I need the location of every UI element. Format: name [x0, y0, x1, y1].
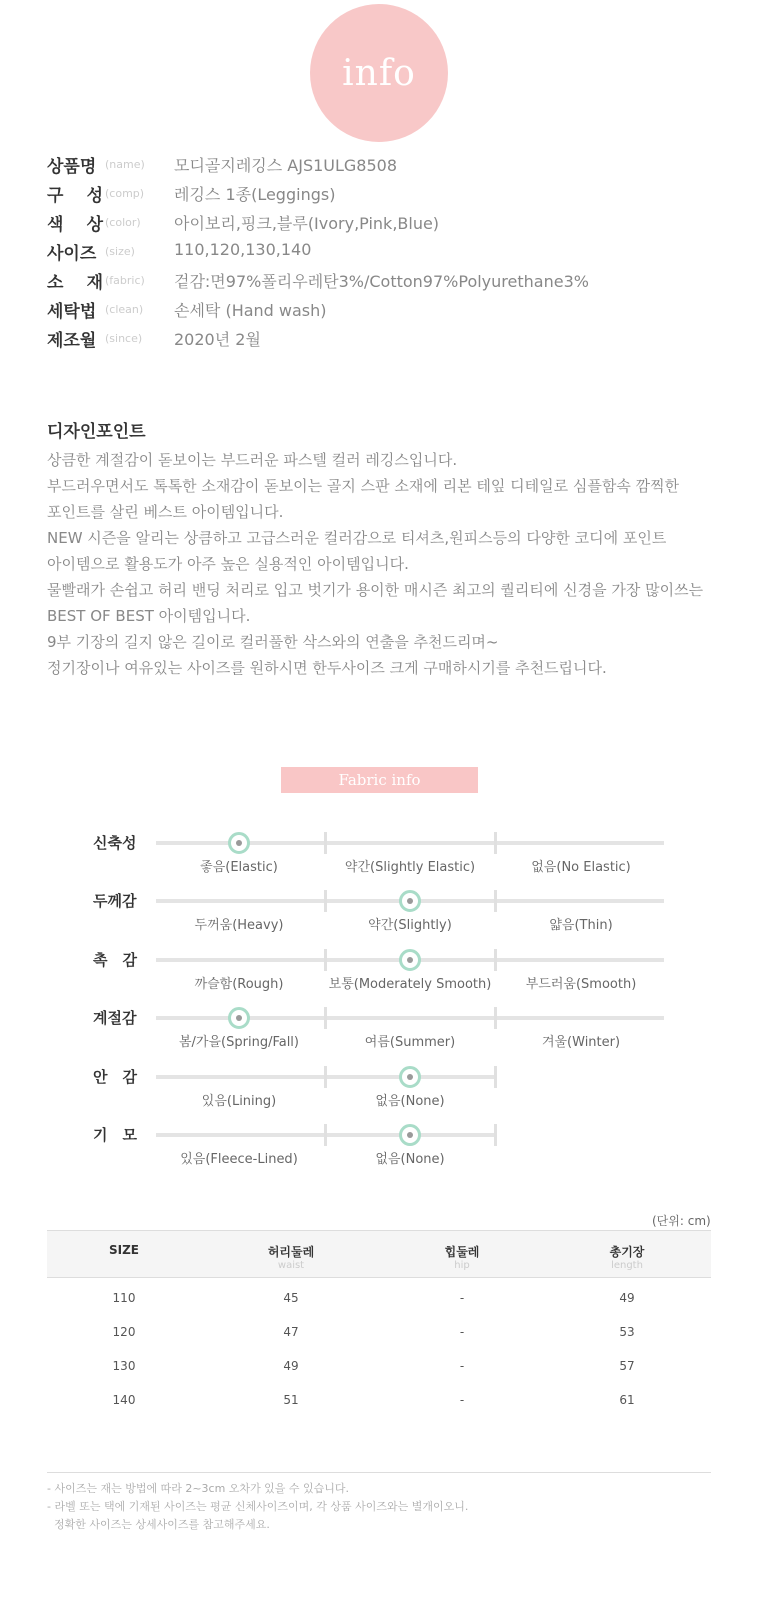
size-notes — [47, 1472, 711, 1534]
size-table-header-cell — [109, 1243, 139, 1257]
fabric-option-label: 여름(Summer) — [364, 1035, 456, 1051]
size-table-cell: 53 — [619, 1325, 635, 1339]
info-label: 세탁법 — [47, 302, 97, 322]
note-line: - 라벨 또는 택에 기재된 사이즈는 평균 신체사이즈이며, 각 상품 사이즈와는 별개이오니. — [47, 1500, 469, 1513]
fabric-option-label: 없음(None) — [375, 1093, 445, 1109]
fabric-row-label: 촉 감 — [93, 950, 137, 969]
info-label: 색 상 — [47, 215, 103, 235]
info-value: 2020년 2월 — [174, 330, 261, 349]
size-table-cell: - — [459, 1291, 465, 1305]
size-table-cell: - — [459, 1359, 465, 1373]
info-value: 모디골지레깅스 AJS1ULG8508 — [174, 156, 398, 175]
size-table-cell: 120 — [112, 1325, 136, 1339]
fabric-row — [0, 949, 780, 1007]
fabric-option-label: 봄/가을(Spring/Fall) — [178, 1035, 300, 1051]
info-value: 손세탁 (Hand wash) — [174, 301, 327, 320]
info-label: 소 재 — [47, 273, 103, 293]
info-badge — [310, 4, 448, 142]
header-title: 허리둘레 — [267, 1245, 315, 1259]
fabric-option-label: 약간(Slightly) — [368, 918, 452, 934]
design-point-line: NEW 시즌을 알리는 상큼하고 고급스러운 컬러감으로 티셔츠,원피스등의 다양한 코디에 포인트 — [47, 529, 667, 547]
fabric-selected-marker — [228, 832, 250, 854]
size-table-cell: - — [459, 1325, 465, 1339]
fabric-scale-tick — [494, 949, 497, 971]
fabric-option-label: 없음(No Elastic) — [531, 860, 631, 875]
fabric-selected-marker — [399, 890, 421, 912]
info-sub-label: (comp) — [105, 187, 145, 200]
design-point-line: 9부 기장의 길지 않은 길이로 컬러풀한 삭스와의 연출을 추천드리며~ — [47, 633, 499, 651]
size-table-cell: 140 — [112, 1393, 136, 1407]
note-line: - 사이즈는 재는 방법에 따라 2~3cm 오차가 있을 수 있습니다. — [47, 1482, 350, 1495]
fabric-row — [0, 1066, 780, 1124]
fabric-option-label: 겨울(Winter) — [541, 1035, 621, 1051]
design-point-line: 아이템으로 활용도가 아주 높은 실용적인 아이템입니다. — [47, 555, 409, 573]
design-point-title: 디자인포인트 — [47, 422, 146, 442]
info-sub-label: (size) — [105, 245, 135, 258]
fabric-row-label: 계절감 — [93, 1009, 137, 1028]
size-table-cell: 45 — [283, 1291, 299, 1305]
info-value: 겉감:면97%폴리우레탄3%/Cotton97%Polyurethane3% — [174, 272, 589, 291]
design-point-line: 포인트를 살린 베스트 아이템입니다. — [47, 503, 284, 521]
info-sub-label: (color) — [105, 216, 141, 229]
fabric-option-label: 두꺼움(Heavy) — [194, 918, 284, 934]
fabric-option-label: 있음(Fleece-Lined) — [180, 1152, 298, 1167]
note-line: 정확한 사이즈는 상세사이즈를 참고해주세요. — [47, 1518, 270, 1531]
info-sub-label: (clean) — [105, 303, 144, 316]
info-value: 레깅스 1종(Leggings) — [174, 185, 336, 204]
fabric-scale-tick — [324, 890, 327, 912]
design-point-line: 상큼한 계절감이 돋보이는 부드러운 파스텔 컬러 레깅스입니다. — [47, 451, 458, 469]
fabric-row — [0, 890, 780, 948]
fabric-info-badge: Fabric info — [281, 767, 478, 793]
size-table-row — [47, 1278, 711, 1312]
size-table-cell: 49 — [619, 1291, 635, 1305]
fabric-scale-tick — [324, 1066, 327, 1088]
size-table-header-cell — [610, 1243, 645, 1271]
fabric-option-label: 약간(Slightly Elastic) — [344, 860, 476, 875]
fabric-row — [0, 832, 780, 890]
fabric-option-label: 보통(Moderately Smooth) — [328, 976, 492, 992]
fabric-row-label: 기 모 — [93, 1126, 137, 1144]
fabric-option-label: 까슬함(Rough) — [194, 976, 284, 992]
info-sub-label: (name) — [105, 158, 145, 171]
fabric-scale-tick — [494, 832, 497, 854]
fabric-scale-tick — [494, 1124, 497, 1146]
design-point-line: BEST OF BEST 아이템입니다. — [47, 607, 251, 625]
header-sub: hip — [454, 1260, 470, 1271]
design-point-line: 정기장이나 여유있는 사이즈를 원하시면 한두사이즈 크게 구매하시기를 추천드립니다. — [47, 659, 607, 677]
fabric-option-label: 얇음(Thin) — [549, 918, 613, 934]
fabric-option-label: 있음(Lining) — [201, 1093, 277, 1109]
fabric-selected-marker — [399, 1066, 421, 1088]
size-table-header-cell — [268, 1243, 314, 1271]
info-badge-text: info — [342, 52, 416, 94]
header-title: SIZE — [108, 1243, 140, 1257]
fabric-selected-marker — [399, 949, 421, 971]
fabric-option-label: 없음(None) — [375, 1152, 445, 1167]
size-table-cell: 51 — [283, 1393, 299, 1407]
size-table-header-cell — [445, 1243, 480, 1271]
fabric-scale-tick — [324, 832, 327, 854]
size-table-row — [47, 1312, 711, 1346]
info-label: 사이즈 — [47, 244, 97, 264]
info-value: 110,120,130,140 — [174, 240, 312, 259]
fabric-selected-marker — [399, 1124, 421, 1146]
info-sub-label: (since) — [105, 332, 143, 345]
fabric-scale-tick — [324, 1124, 327, 1146]
info-label: 구 성 — [47, 186, 103, 206]
fabric-scale-tick — [324, 1007, 327, 1029]
info-label: 제조월 — [47, 331, 97, 351]
header-title: 힙둘레 — [444, 1245, 480, 1259]
design-point-line: 부드러우면서도 톡톡한 소재감이 돋보이는 골지 스판 소재에 리본 테잎 디테일로 심플함속 깜찍한 — [47, 477, 680, 495]
size-table-cell: - — [459, 1393, 465, 1407]
fabric-selected-marker — [228, 1007, 250, 1029]
size-table-cell: 57 — [619, 1359, 635, 1373]
fabric-scale-tick — [494, 890, 497, 912]
header-sub: length — [611, 1260, 643, 1271]
size-table-row — [47, 1346, 711, 1380]
fabric-option-label: 좋음(Elastic) — [200, 860, 278, 875]
fabric-row — [0, 1124, 780, 1182]
size-table-cell: 110 — [112, 1291, 136, 1305]
fabric-row-label: 두께감 — [93, 892, 137, 911]
size-table-cell: 61 — [619, 1393, 635, 1407]
fabric-row — [0, 1007, 780, 1065]
fabric-scale-tick — [494, 1066, 497, 1088]
fabric-option-label: 부드러움(Smooth) — [525, 976, 637, 992]
fabric-scale-tick — [494, 1007, 497, 1029]
header-title: 총기장 — [609, 1245, 645, 1259]
size-unit: (단위: cm) — [652, 1214, 711, 1228]
size-table-cell: 130 — [112, 1359, 136, 1373]
fabric-row-label: 신축성 — [93, 834, 137, 852]
info-sub-label: (fabric) — [105, 274, 145, 287]
fabric-scale-tick — [324, 949, 327, 971]
info-label: 상품명 — [47, 157, 97, 177]
size-table-cell: 49 — [283, 1359, 299, 1373]
fabric-row-label: 안 감 — [93, 1067, 137, 1086]
size-table — [47, 1230, 711, 1414]
size-table-row — [47, 1380, 711, 1414]
size-table-header — [47, 1230, 711, 1278]
design-point-line: 물빨래가 손쉽고 허리 밴딩 처리로 입고 벗기가 용이한 매시즌 최고의 퀄리티에 신경을 가장 많이쓰는 — [47, 581, 704, 599]
size-table-cell: 47 — [283, 1325, 299, 1339]
design-point-text — [47, 447, 703, 681]
header-sub: waist — [277, 1260, 305, 1271]
info-value: 아이보리,핑크,블루(Ivory,Pink,Blue) — [174, 214, 440, 233]
